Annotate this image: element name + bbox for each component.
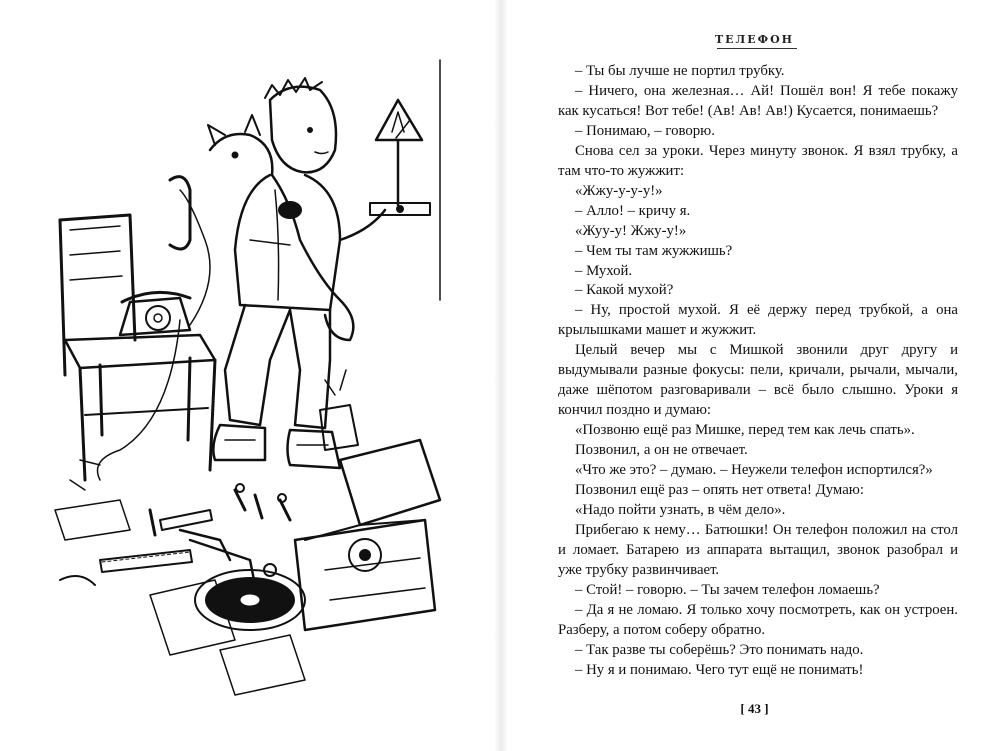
page-number: [ 43 ] [740, 701, 769, 716]
paragraph: – Так разве ты соберёшь? Это понимать надо. [575, 641, 864, 658]
text-block [558, 62, 958, 681]
paragraph: Целый вечер мы с Мишкой звонили друг другу и выдумывали разные фокусы: пели, кричали, рычали, мычали, даже шёпотом разговаривали – всё было слышно. Уроки я кончил поздно и думаю: [558, 342, 958, 419]
paragraph: «Что же это? – думаю. – Неужели телефон испортился?» [575, 462, 933, 479]
paragraph: «Жжу-у-у-у!» [575, 182, 663, 199]
right-page [508, 0, 1001, 751]
paragraph: «Надо пойти узнать, в чём дело». [575, 501, 786, 518]
paragraph: – Ты бы лучше не портил трубку. [575, 63, 785, 79]
running-head: ТЕЛЕФОН [714, 33, 795, 46]
paragraph: – Да я не ломаю. Я только хочу посмотреть, как он устроен. Разберу, а потом соберу обратно. [558, 601, 958, 638]
paragraph: «Позвоню ещё раз Мишке, перед тем как лечь спать». [575, 422, 915, 439]
paragraph: Позвонил ещё раз – опять нет ответа! Думаю: [575, 482, 864, 499]
paragraph: – Какой мухой? [575, 282, 674, 299]
paragraph: Снова сел за уроки. Через минуту звонок. Я взял трубку, а там что-то жужжит: [558, 142, 958, 179]
paragraph: – Понимаю, – говорю. [575, 122, 715, 139]
paragraph: – Ничего, она железная… Ай! Пошёл вон! Я тебе покажу как кусаться! Вот тебе! (Ав! Ав! Ав!) Кусается, понимаешь? [558, 82, 958, 119]
paragraph: – Ну, простой мухой. Я её держу перед трубкой, а она крылышками машет и жужжит. [558, 302, 958, 339]
paragraph: Позвонил, а он не отвечает. [575, 442, 748, 459]
paragraph: «Жуу-у! Жжу-у!» [575, 222, 687, 239]
running-head-rule [717, 48, 797, 49]
paragraph: – Стой! – говорю. – Ты зачем телефон ломаешь? [575, 581, 880, 598]
left-page [0, 0, 500, 751]
paragraph: – Ну я и понимаю. Чего тут ещё не понимать! [575, 661, 864, 678]
paragraph: – Алло! – кричу я. [575, 202, 691, 219]
paragraph: – Чем ты там жужжишь? [575, 242, 733, 259]
boy-with-dog-illustration [40, 40, 480, 720]
paragraph: – Мухой. [575, 262, 633, 279]
page-gutter [494, 0, 508, 751]
paragraph: Прибегаю к нему… Батюшки! Он телефон положил на стол и ломает. Батарею из аппарата вытащил, звонок разобрал и уже трубку развинчивает. [558, 521, 958, 578]
